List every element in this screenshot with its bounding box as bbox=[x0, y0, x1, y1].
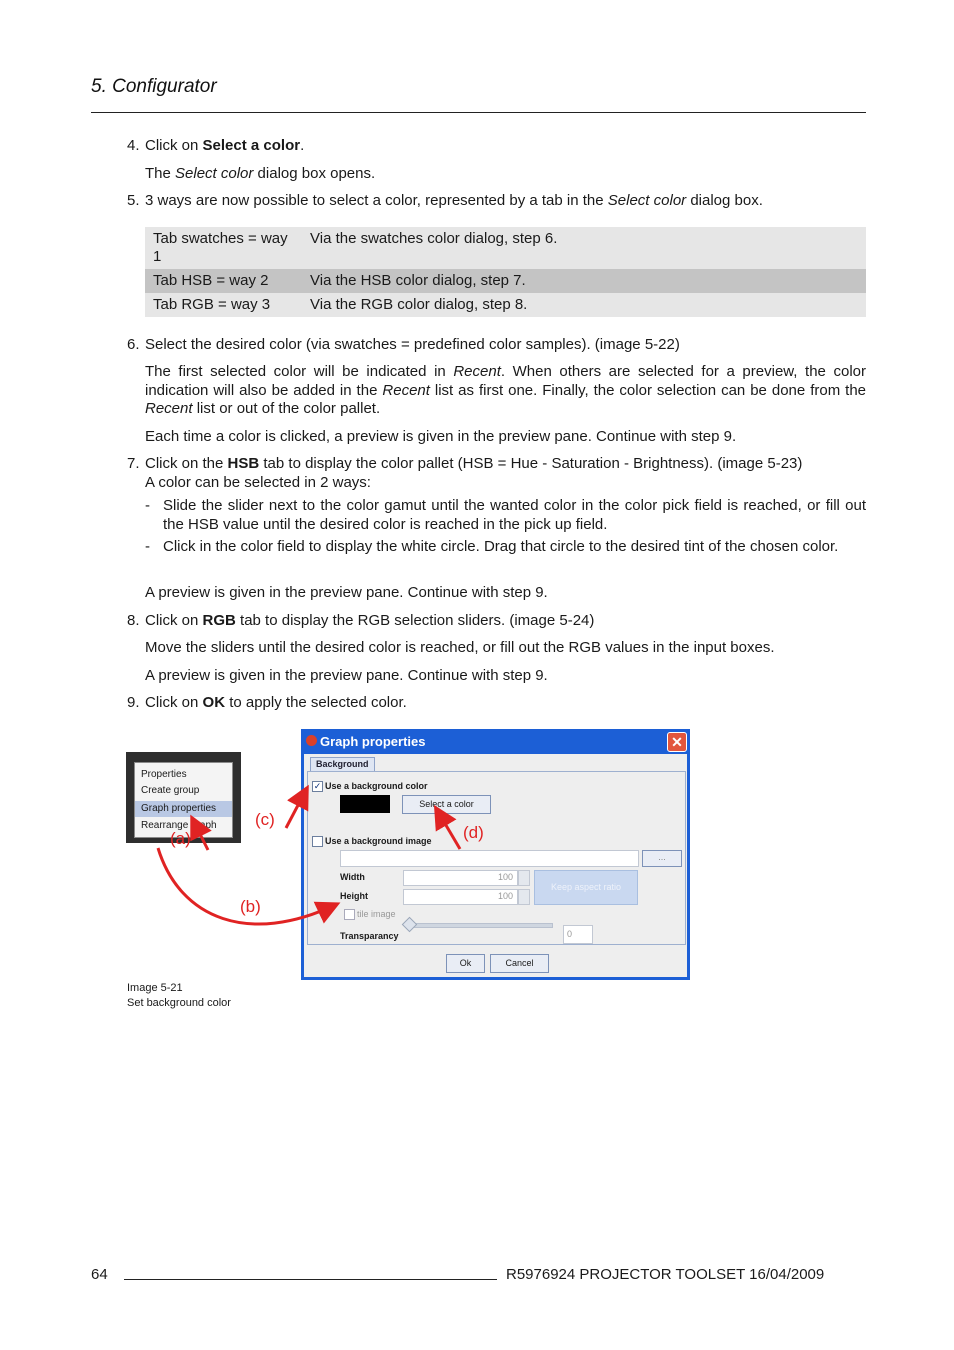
text: The bbox=[145, 165, 176, 182]
use-bg-color-checkbox[interactable]: ✓ bbox=[313, 781, 322, 791]
dialog-title: Graph properties bbox=[320, 734, 426, 749]
transparency-value: 0 bbox=[567, 929, 573, 939]
menu-item-graph-properties[interactable]: Graph properties bbox=[141, 803, 217, 814]
callout-d: (d) bbox=[463, 823, 484, 842]
callout-a: (a) bbox=[170, 829, 191, 848]
arrow-a bbox=[193, 820, 208, 850]
bullet-dash: - bbox=[145, 497, 150, 514]
cancel-button[interactable]: Cancel bbox=[490, 954, 549, 973]
text: Click on the bbox=[145, 455, 228, 472]
step-8-paragraph: Move the sliders until the desired color is reached, or fill out the RGB values in the input boxes. bbox=[145, 639, 775, 656]
use-bg-color-label: Use a background color bbox=[325, 781, 428, 791]
step-number: 6. bbox=[127, 336, 140, 353]
bullet-dash: - bbox=[145, 538, 150, 555]
bold-text: Select a color bbox=[202, 137, 301, 154]
text: Click on bbox=[145, 137, 203, 154]
italic-text: Recent bbox=[145, 400, 193, 417]
bold-text: OK bbox=[202, 694, 226, 711]
step-7-line2: A color can be selected in 2 ways: bbox=[145, 474, 371, 491]
menu-item-create-group[interactable]: Create group bbox=[141, 785, 200, 796]
table-cell: Via the RGB color dialog, step 8. bbox=[302, 293, 866, 317]
step-number: 5. bbox=[127, 192, 140, 209]
text: Click on bbox=[145, 612, 203, 629]
text: tab to display the color pallet (HSB = Hue - Saturation - Brightness). (image 5-23) bbox=[259, 455, 803, 472]
transparency-label: Transparancy bbox=[340, 931, 399, 941]
bullet-item: Click in the color field to display the white circle. Drag that circle to the desired tint of the chosen color. bbox=[163, 538, 839, 555]
tile-image-label: tile image bbox=[357, 909, 396, 919]
height-label: Height bbox=[340, 891, 368, 901]
text: dialog box. bbox=[686, 192, 763, 209]
text: . bbox=[300, 137, 305, 154]
ok-button[interactable]: Ok bbox=[446, 954, 485, 973]
table-cell: Tab RGB = way 3 bbox=[145, 293, 302, 317]
table-cell: Via the HSB color dialog, step 7. bbox=[302, 269, 866, 293]
italic-text: Select color bbox=[175, 165, 254, 182]
text: Click on bbox=[145, 694, 203, 711]
use-bg-image-label: Use a background image bbox=[325, 836, 432, 846]
text: list or out of the color pallet. bbox=[192, 400, 381, 417]
italic-text: Recent bbox=[453, 363, 501, 380]
arrow-d bbox=[437, 810, 460, 849]
bold-text: HSB bbox=[227, 455, 260, 472]
footer-rule bbox=[124, 1279, 497, 1280]
keep-aspect-ratio-button[interactable]: Keep aspect ratio bbox=[534, 870, 638, 905]
bold-text: RGB bbox=[202, 612, 236, 629]
width-label: Width bbox=[340, 872, 365, 882]
table-cell: Tab HSB = way 2 bbox=[145, 269, 302, 293]
image-number: Image 5-21 bbox=[127, 982, 183, 994]
step-6-text: Select the desired color (via swatches = predefined color samples). (image 5-22) bbox=[145, 336, 680, 353]
text: to apply the selected color. bbox=[225, 694, 407, 711]
footer-doc-info: R5976924 PROJECTOR TOOLSET 16/04/2009 bbox=[506, 1266, 825, 1283]
arrow-c bbox=[286, 790, 306, 828]
text: list as first one. Finally, the color selection can be done from the bbox=[429, 381, 867, 399]
step-number: 9. bbox=[127, 694, 140, 711]
step-8-note: A preview is given in the preview pane. Continue with step 9. bbox=[145, 667, 548, 684]
text: The first selected color will be indicated in bbox=[145, 363, 454, 380]
menu-item-rearrange-graph[interactable]: Rearrange graph bbox=[141, 820, 217, 831]
page-number: 64 bbox=[91, 1266, 108, 1283]
italic-text: Select color bbox=[607, 192, 687, 209]
chapter-title: 5. Configurator bbox=[91, 76, 217, 97]
table-cell: Via the swatches color dialog, step 6. bbox=[302, 227, 866, 269]
text: tab to display the RGB selection sliders. (image 5-24) bbox=[235, 612, 595, 629]
browse-button[interactable]: ... bbox=[642, 850, 682, 867]
table-cell: Tab swatches = way 1 bbox=[145, 227, 302, 269]
text: dialog box opens. bbox=[253, 165, 376, 182]
step-number: 7. bbox=[127, 455, 140, 472]
step-6-note: Each time a color is clicked, a preview is given in the preview pane. Continue with step 9. bbox=[145, 428, 737, 445]
select-color-button[interactable]: Select a color bbox=[402, 795, 491, 814]
image-caption: Set background color bbox=[127, 997, 231, 1009]
callout-c: (c) bbox=[255, 810, 275, 829]
menu-item-properties[interactable]: Properties bbox=[141, 769, 187, 780]
bullet-item: Slide the slider next to the color gamut until the wanted color in the color pick field is reached, or fill out the HSB value until the desired color is reached in the pick up field. bbox=[163, 497, 866, 533]
text: . When others are selected for a preview, the color indication will also be added in the bbox=[145, 363, 866, 399]
step-7-note: A preview is given in the preview pane. Continue with step 9. bbox=[145, 584, 548, 601]
step-number: 8. bbox=[127, 612, 140, 629]
italic-text: Recent bbox=[382, 381, 430, 399]
callout-b: (b) bbox=[240, 897, 261, 916]
text: 3 ways are now possible to select a color, represented by a tab in the bbox=[145, 192, 608, 209]
step-number: 4. bbox=[127, 137, 140, 154]
tab-background[interactable]: Background bbox=[310, 757, 375, 772]
height-value: 100 bbox=[497, 891, 513, 901]
width-value: 100 bbox=[497, 872, 513, 882]
close-icon[interactable]: ✕ bbox=[667, 732, 687, 752]
